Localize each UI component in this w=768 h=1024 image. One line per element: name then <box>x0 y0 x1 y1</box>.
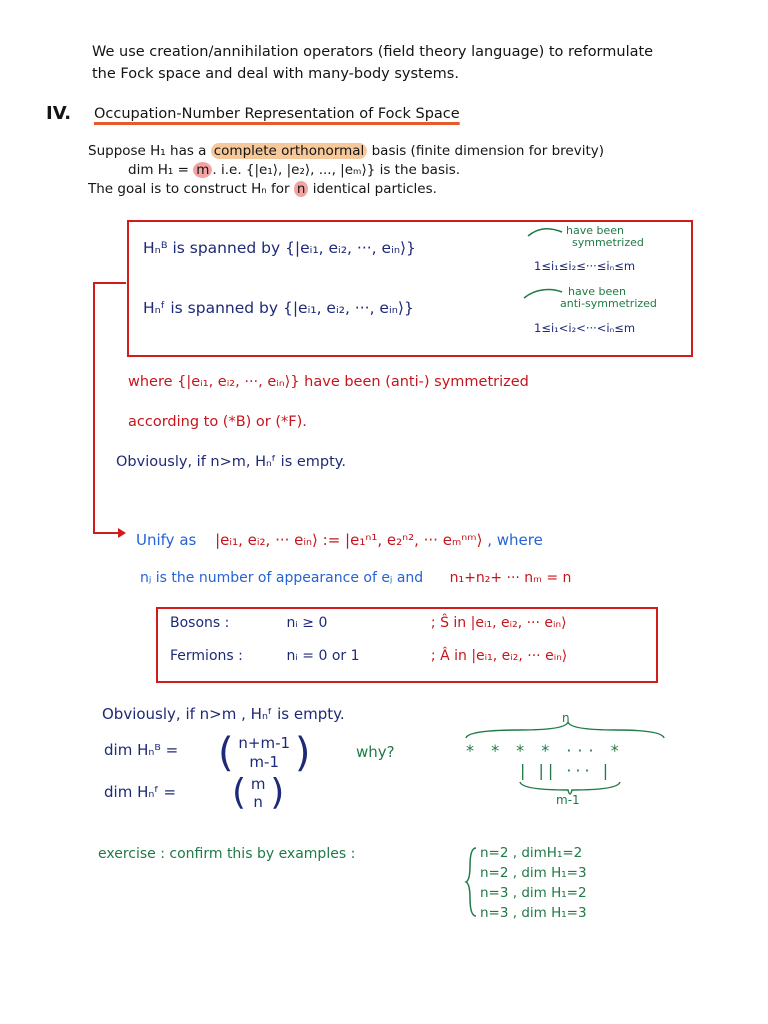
binom-boson-right-paren: ) <box>294 730 311 776</box>
setup-goal-text: The goal is to construct Hₙ for <box>88 181 290 197</box>
exercise-example-2: n=2 , dim H₁=3 <box>480 865 587 881</box>
binom-fermion-bottom: n <box>253 792 263 811</box>
boson-label: Bosons : <box>170 615 230 631</box>
highlight-n: n <box>294 181 309 197</box>
exercise-label: exercise : confirm this by examples : <box>98 846 356 862</box>
unify-line-1 <box>136 532 543 549</box>
boson-index-range: 1≤i₁≤i₂≤···≤iₙ≤m <box>534 259 636 273</box>
binom-boson-left-paren: ( <box>218 730 234 776</box>
unify-where: , where <box>487 531 543 549</box>
setup-text-a: Suppose H₁ has a <box>88 143 207 159</box>
highlight-complete-orthonormal: complete orthonormal <box>211 143 368 159</box>
setup-dim-label: dim H₁ = <box>128 162 189 178</box>
intro-line-2: the Fock space and deal with many-body systems. <box>92 66 459 82</box>
stars-count-label: n <box>562 711 570 725</box>
exercise-example-4: n=3 , dim H₁=3 <box>480 905 587 921</box>
binom-fermion-left-paren: ( <box>232 772 247 813</box>
dim-fermion-label: dim Hₙᶠ = <box>104 783 177 801</box>
setup-line-1 <box>88 144 604 160</box>
fermion-rule <box>170 648 567 664</box>
setup-goal-text-end: identical particles. <box>312 181 437 197</box>
bars-count-label: m-1 <box>556 793 580 807</box>
fermion-label: Fermions : <box>170 648 243 664</box>
unify-line-2 <box>140 570 571 586</box>
note-f-line1: have been <box>568 285 626 298</box>
boson-span: Hₙᴮ is spanned by {|eᵢ₁, eᵢ₂, ···, eᵢₙ⟩} <box>143 239 416 257</box>
binom-fermion <box>232 772 284 813</box>
unify-label: Unify as <box>136 531 197 549</box>
binom-boson <box>218 730 310 776</box>
section-title: Occupation-Number Representation of Fock Space <box>94 106 460 122</box>
fermion-operator: ; Â in |eᵢ₁, eᵢ₂, ··· eᵢₙ⟩ <box>430 648 568 664</box>
fermion-index-range: 1≤i₁<i₂<···<iₙ≤m <box>534 321 636 335</box>
note-b-line1: have been <box>566 224 624 237</box>
unify-sum-constraint: n₁+n₂+ ··· nₘ = n <box>449 570 572 586</box>
unify-formula: |eᵢ₁, eᵢ₂, ··· eᵢₙ⟩ := |e₁ⁿ¹, e₂ⁿ², ··· eₘⁿᵐ⟩ <box>215 531 483 549</box>
stars-row: * * * * ··· * <box>466 741 625 760</box>
bars-row: | || ··· | <box>520 761 613 780</box>
note-b-line2: symmetrized <box>572 236 644 250</box>
dim-boson-label: dim Hₙᴮ = <box>104 741 179 759</box>
boson-rule <box>170 615 567 631</box>
binom-fermion-right-paren: ) <box>270 772 285 813</box>
note-antisymmetrized <box>560 286 657 310</box>
where-line-2: according to (*B) or (*F). <box>128 414 307 430</box>
why-question: why? <box>356 743 395 761</box>
where-line-1: where {|eᵢ₁, eᵢ₂, ···, eᵢₙ⟩} have been (anti-) symmetrized <box>128 374 529 390</box>
binom-boson-top: n+m-1 <box>238 733 291 752</box>
section-number: IV. <box>46 103 72 124</box>
binom-fermion-top: m <box>250 774 266 793</box>
setup-basis-text: . i.e. {|e₁⟩, |e₂⟩, ..., |eₘ⟩} is the basis. <box>212 162 461 178</box>
exercise-example-1: n=2 , dimH₁=2 <box>480 845 583 861</box>
exercise-example-3: n=3 , dim H₁=2 <box>480 885 587 901</box>
unify-definition: nⱼ is the number of appearance of eⱼ and <box>140 570 424 586</box>
setup-line-2 <box>128 163 460 179</box>
binom-boson-bottom: m-1 <box>249 753 279 771</box>
setup-text-b: basis (finite dimension for brevity) <box>371 143 605 159</box>
note-symmetrized <box>566 225 644 249</box>
boson-condition: nᵢ ≥ 0 <box>286 615 328 631</box>
where-line-3: Obviously, if n>m, Hₙᶠ is empty. <box>116 454 346 470</box>
boson-operator: ; Ŝ in |eᵢ₁, eᵢ₂, ··· eᵢₙ⟩ <box>430 615 567 631</box>
fermion-condition: nᵢ = 0 or 1 <box>286 648 360 664</box>
obvious-line: Obviously, if n>m , Hₙᶠ is empty. <box>102 705 345 723</box>
intro-line-1: We use creation/annihilation operators (field theory language) to reformulate <box>92 44 654 60</box>
note-f-line2: anti-symmetrized <box>560 297 657 311</box>
fermion-span: Hₙᶠ is spanned by {|eᵢ₁, eᵢ₂, ···, eᵢₙ⟩} <box>143 299 414 317</box>
setup-line-3 <box>88 182 437 198</box>
highlight-m: m <box>193 162 212 178</box>
